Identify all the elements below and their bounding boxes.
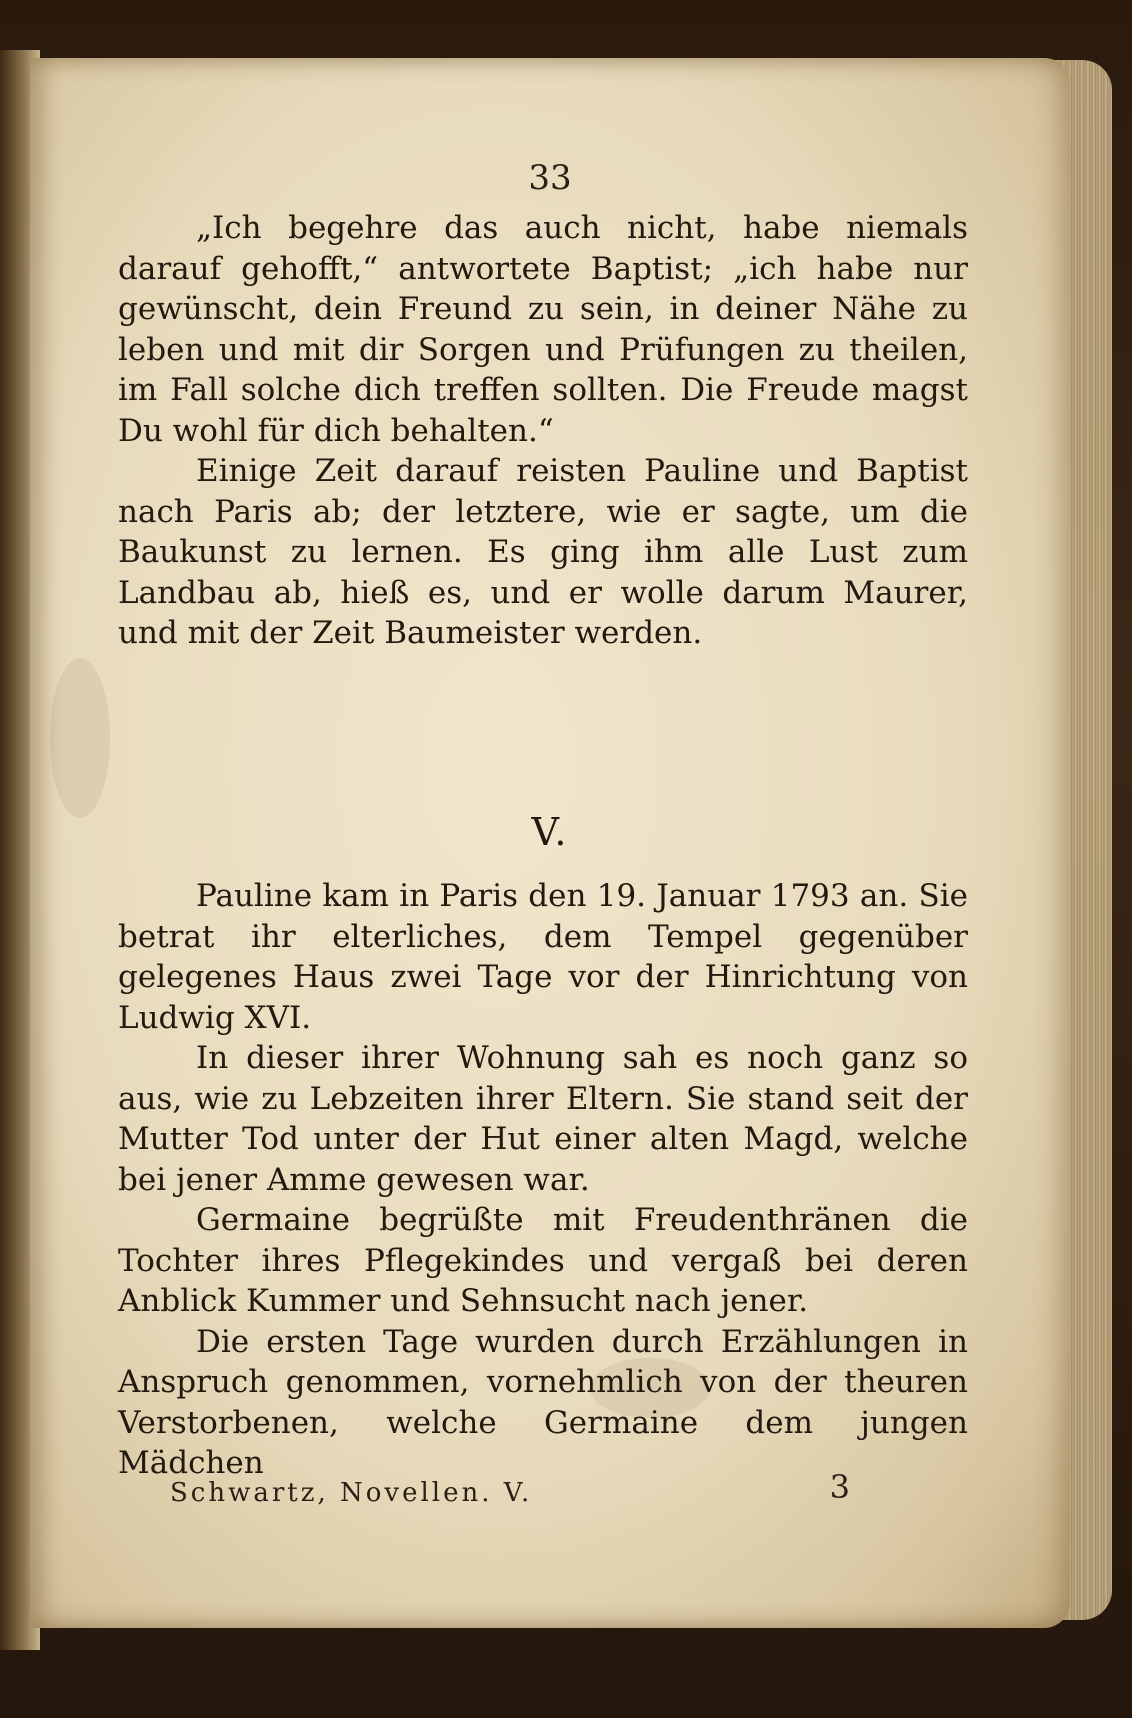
paper-stain	[50, 658, 110, 818]
text-block-bottom	[118, 876, 968, 1484]
paragraph: Einige Zeit darauf reisten Pauline und Baptist nach Paris ab; der letztere, wie er sagte, um die Baukunst zu lernen. Es ging ihm alle Lust zum Landbau ab, hieß es, und er wolle darum Maurer, und mit der Zeit Baumeister werden.	[118, 453, 968, 651]
paragraph: Die ersten Tage wurden durch Erzählungen in Anspruch genommen, vornehmlich von der theuren Verstorbenen, welche Germaine dem jungen Mädchen	[118, 1323, 968, 1481]
chapter-heading: V.	[531, 810, 569, 854]
footer-signature: Schwartz, Novellen. V.	[170, 1478, 533, 1508]
text-block-top	[118, 208, 968, 654]
sheet-mark: 3	[829, 1468, 850, 1506]
page-footer	[170, 1468, 850, 1508]
paragraph: Germaine begrüßte mit Freudenthränen die Tochter ihres Pflegekindes und vergaß bei deren Anblick Kummer und Sehnsucht nach jener.	[118, 1202, 968, 1319]
book-page	[30, 58, 1070, 1628]
page-number: 33	[528, 158, 572, 198]
paragraph: Pauline kam in Paris den 19. Januar 1793 an. Sie betrat ihr elterliches, dem Tempel gegenüber gelegenes Haus zwei Tage vor der Hinrichtung von Ludwig XVI.	[118, 878, 968, 1036]
paragraph: „Ich begehre das auch nicht, habe niemals darauf gehofft,“ antwortete Baptist; „ich habe nur gewünscht, dein Freund zu sein, in deiner Nähe zu leben und mit dir Sorgen und Prüfungen zu theilen, im Fall solche dich treffen sollten. Die Freude magst Du wohl für dich behalten.“	[118, 210, 968, 449]
paragraph: In dieser ihrer Wohnung sah es noch ganz so aus, wie zu Lebzeiten ihrer Eltern. Sie stand seit der Mutter Tod unter der Hut einer alten Magd, welche bei jener Amme gewesen war.	[118, 1040, 968, 1198]
